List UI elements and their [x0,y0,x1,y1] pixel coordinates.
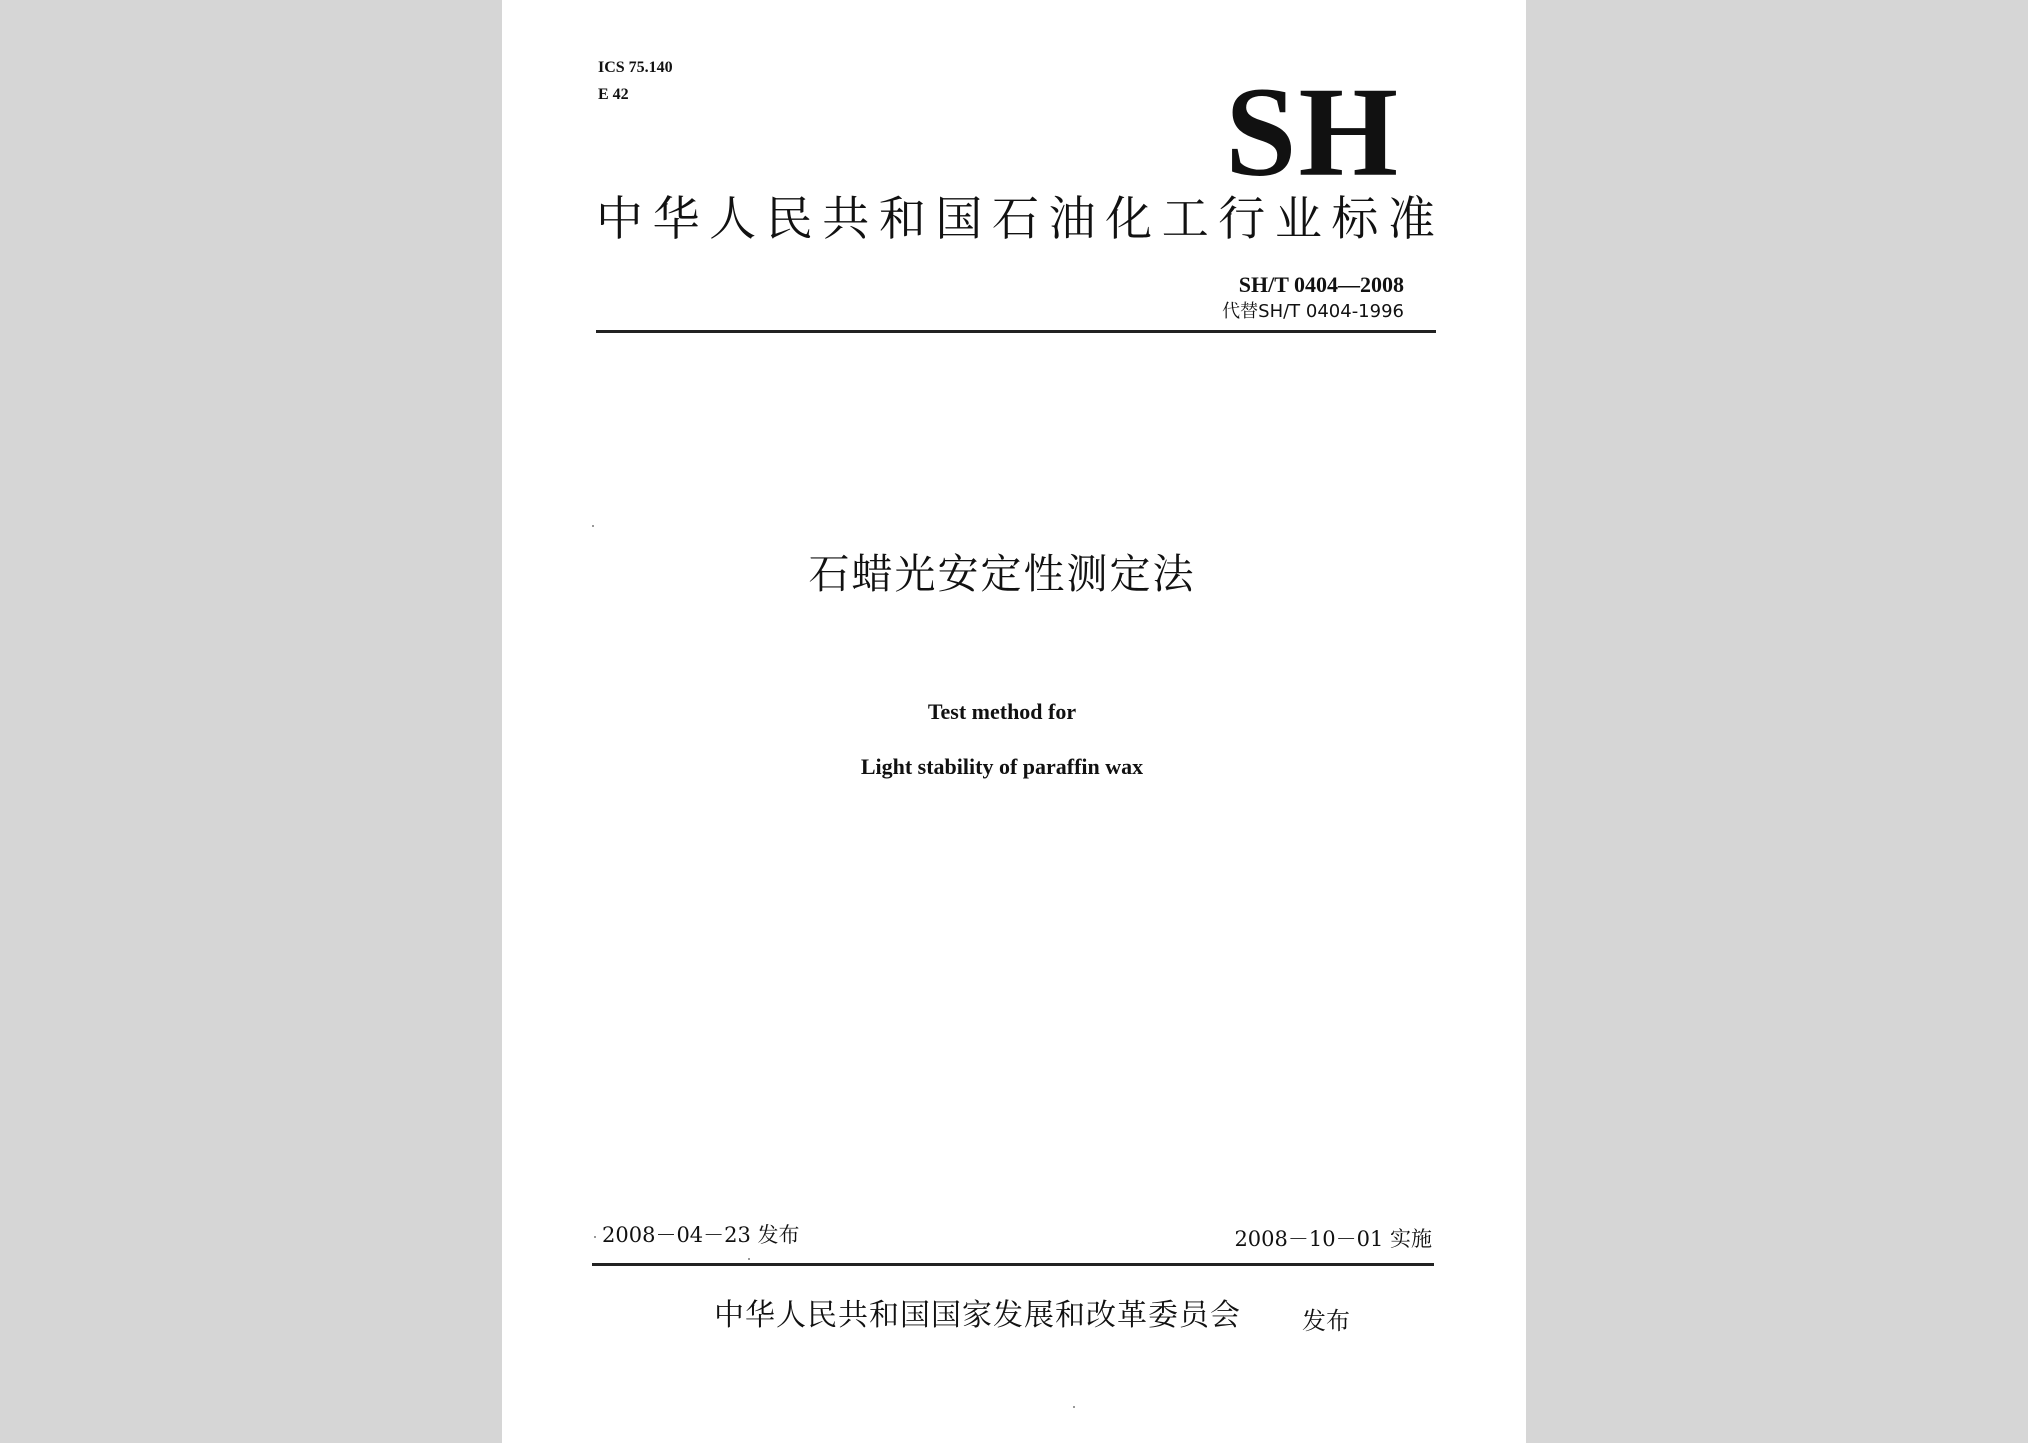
document-title-chinese: 石蜡光安定性测定法 [808,550,1196,598]
scan-speck [592,525,594,527]
document-title-english-line1: Test method for [927,699,1077,724]
scan-speck [1073,1406,1075,1408]
document-title-english-line2: Light stability of paraffin wax [860,754,1144,779]
scan-speck [748,1258,750,1260]
ics-code: ICS 75.140 [598,59,673,76]
classification-codes [598,54,673,108]
replaces-standard: 代替SH/T 0404-1996 [1222,301,1404,322]
footer-divider [592,1263,1434,1266]
standard-number: SH/T 0404—2008 [1238,272,1404,297]
category-code: E 42 [598,86,629,103]
header-divider [596,330,1436,333]
publisher-name: 中华人民共和国国家发展和改革委员会 [714,1298,1241,1333]
effective-date: 2008－10－01 实施 [1234,1227,1432,1251]
sh-logo: SH [1225,61,1400,203]
scan-speck [594,1236,596,1238]
document-page [502,0,1526,1443]
issue-date: 2008－04－23 发布 [602,1223,800,1247]
industry-standard-title: 中华人民共和国石油化工行业标准 [596,192,1436,247]
publish-label: 发布 [1302,1307,1350,1335]
